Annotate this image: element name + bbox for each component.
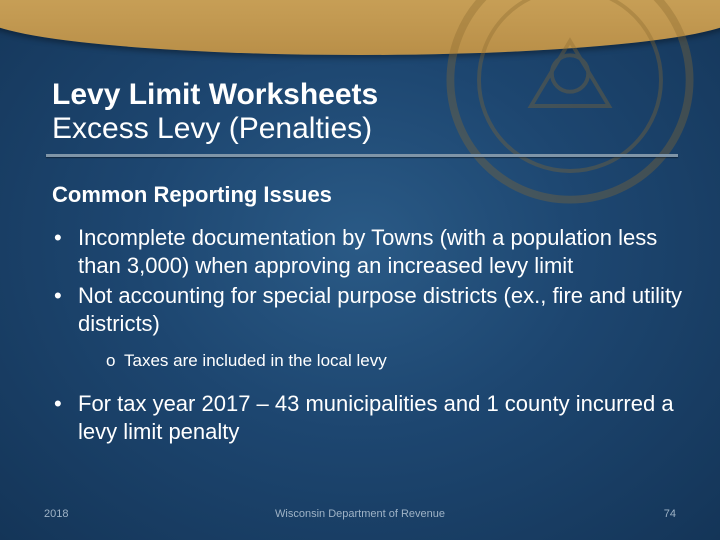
circle-bullet-icon: o <box>106 351 116 370</box>
sub-bullet-text: Taxes are included in the local levy <box>124 351 387 370</box>
slide-title <box>52 78 682 146</box>
sub-bullet-item <box>52 350 692 372</box>
slide-footer <box>0 506 720 526</box>
bullet-list <box>52 224 692 338</box>
footer-year: 2018 <box>44 508 69 520</box>
bullet-list <box>52 390 692 446</box>
page-number: 74 <box>663 508 676 520</box>
bullet-item <box>52 282 692 338</box>
bullet-dot-icon: • <box>54 391 62 416</box>
title-subtitle: Excess Levy (Penalties) <box>52 112 373 145</box>
title-main: Levy Limit Worksheets <box>52 78 379 111</box>
bullet-item <box>52 390 692 446</box>
bullet-text: For tax year 2017 – 43 municipalities and 1 county incurred a levy limit penalty <box>78 391 674 444</box>
section-heading: Common Reporting Issues <box>52 182 332 207</box>
bullet-dot-icon: • <box>54 225 62 250</box>
bullet-text: Not accounting for special purpose districts (ex., fire and utility districts) <box>78 283 683 336</box>
bullet-text: Incomplete documentation by Towns (with a population less than 3,000) when approving an increased levy limit <box>78 225 658 278</box>
footer-organization: Wisconsin Department of Revenue <box>275 508 445 520</box>
bullet-item <box>52 224 692 280</box>
bullet-dot-icon: • <box>54 283 62 308</box>
slide-body <box>52 180 692 448</box>
title-divider <box>46 154 678 157</box>
